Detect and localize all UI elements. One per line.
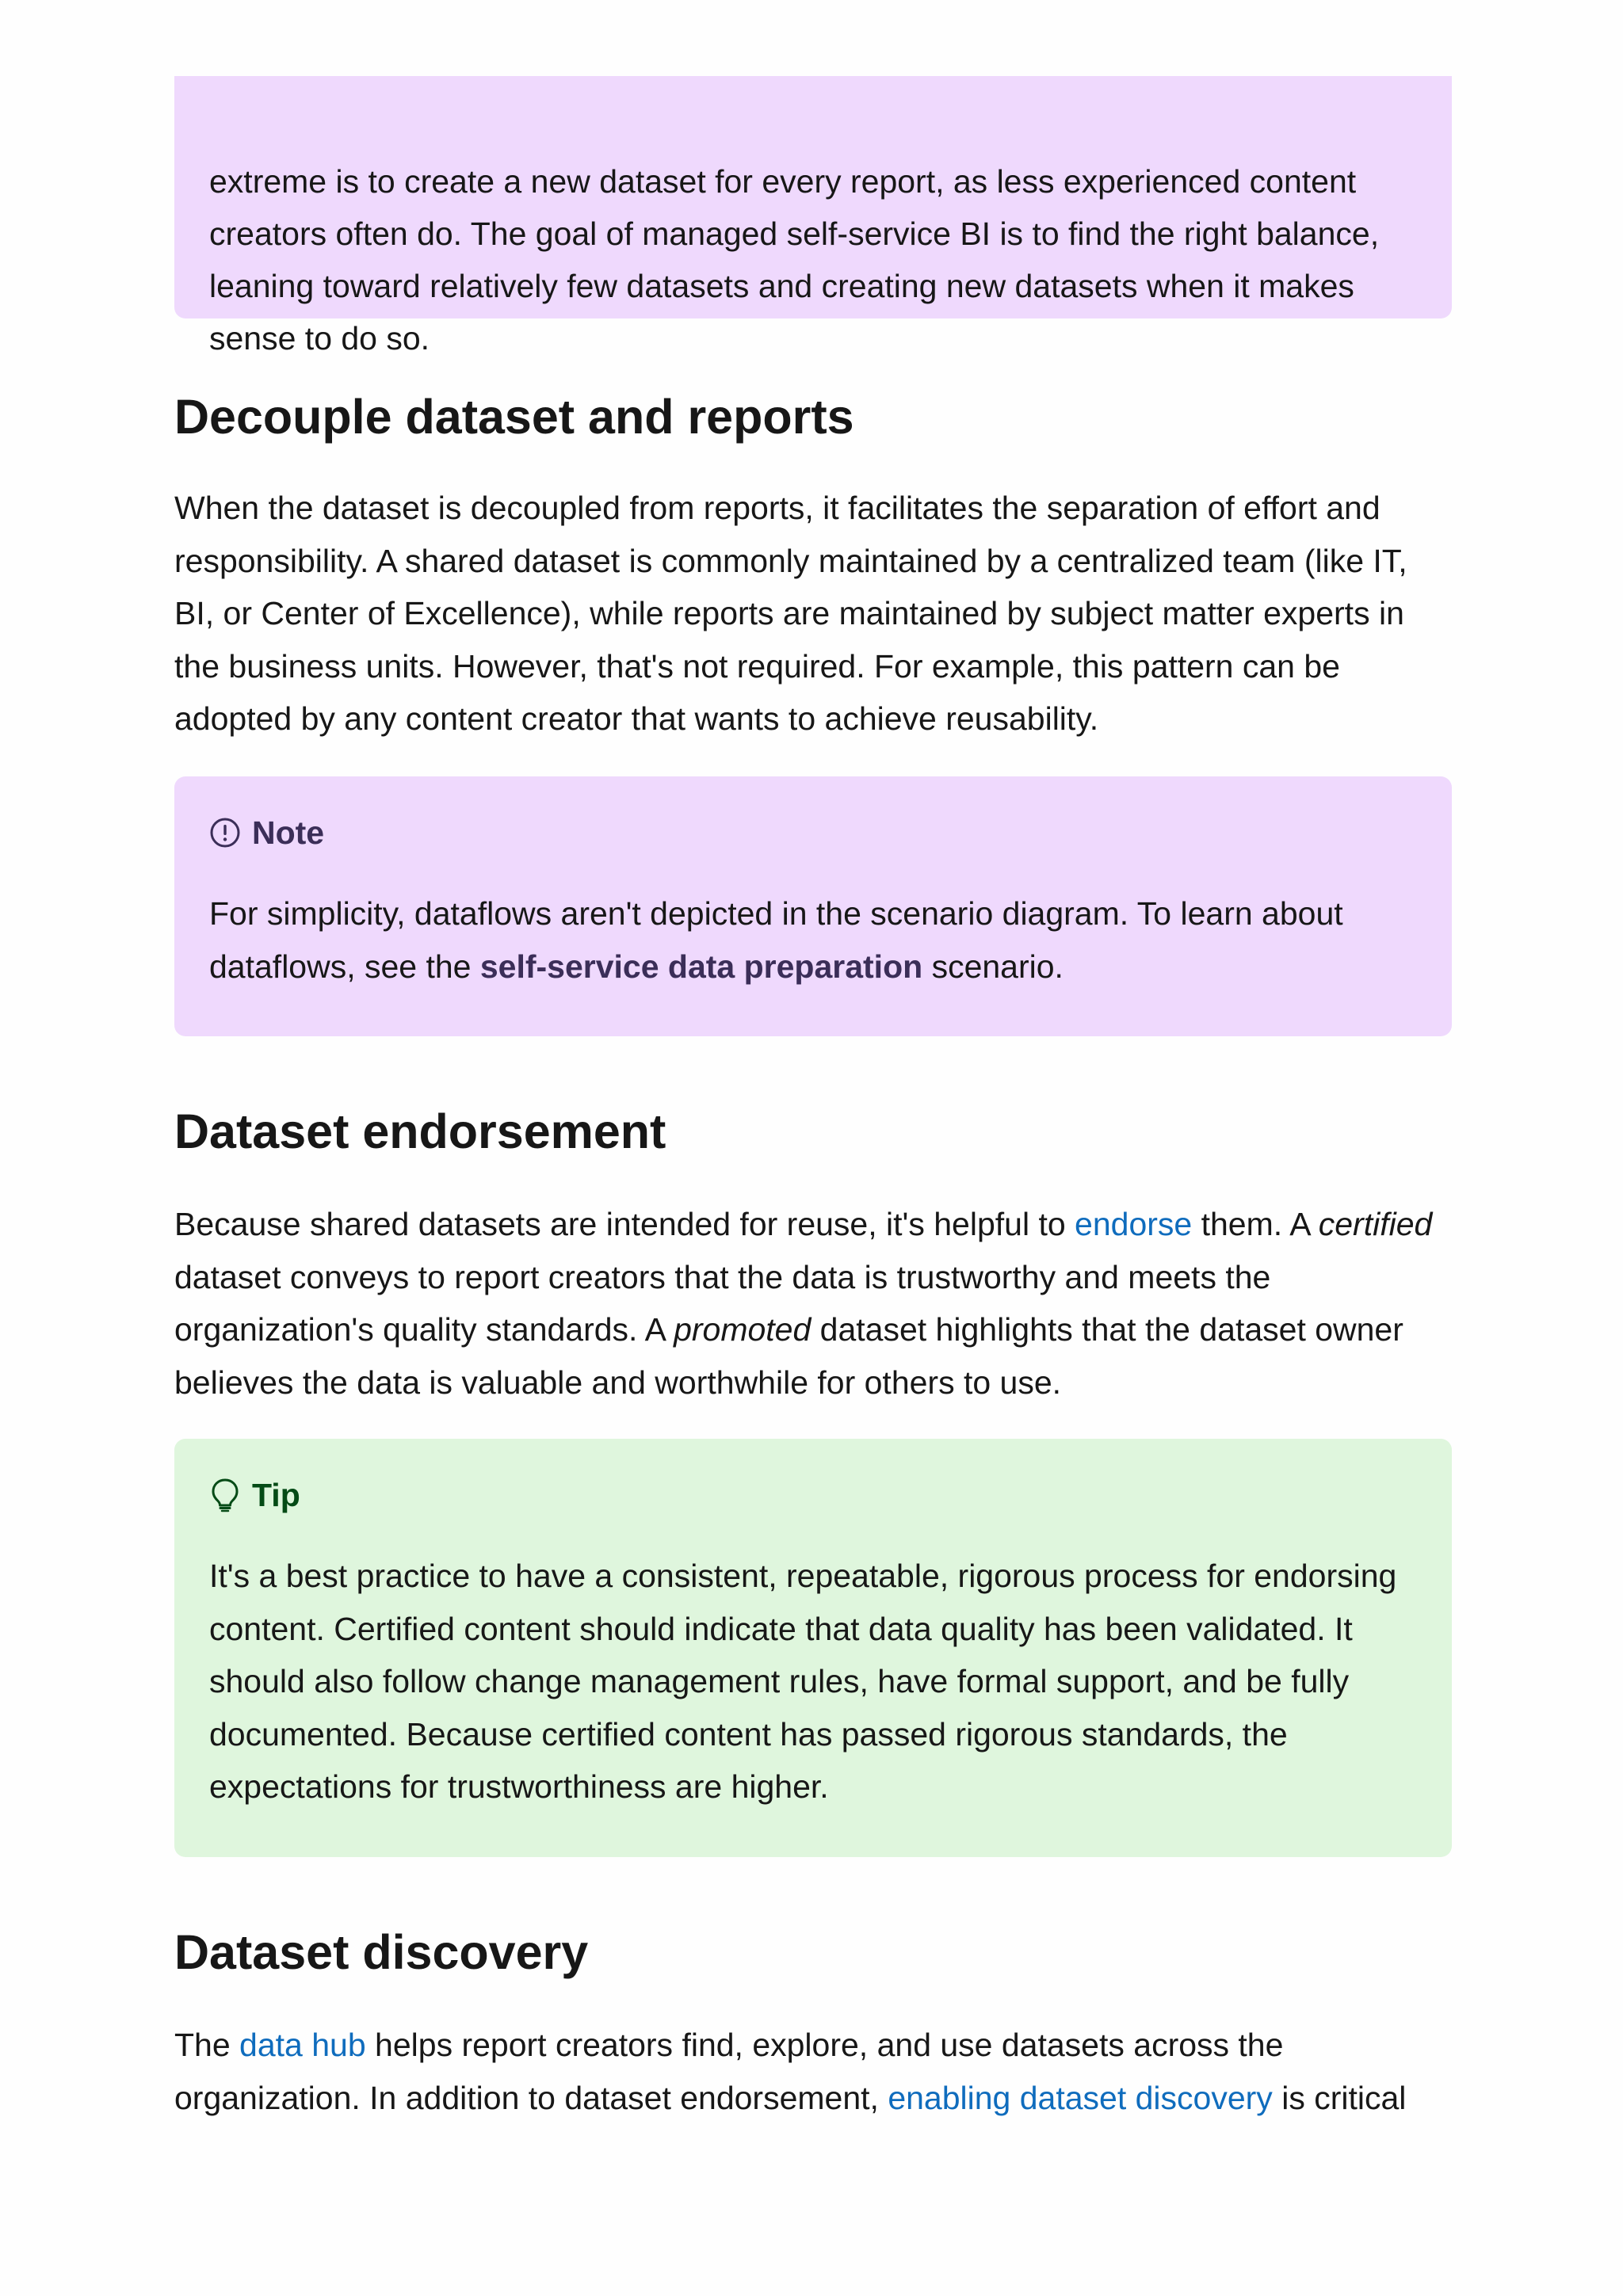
tip-callout-text: It's a best practice to have a consistent, repeatable, rigorous process for endorsing content. Certified content should indicate that data quality has been validated. It should also follow change management rules, have formal support, and be fully documented. Because certified content has passed rigorous standards, the expectations for trustworthiness are higher. bbox=[209, 1558, 1397, 1805]
endorsement-text-4: dataset highlights that the dataset owner believes the data is valuable and worthwhile for others to use. bbox=[174, 1311, 1403, 1401]
note-callout-title bbox=[209, 811, 1417, 854]
top-callout bbox=[174, 76, 1452, 357]
section-heading-discovery: Dataset discovery bbox=[174, 1925, 589, 1979]
top-callout-line-2: creators often do. The goal of managed self-service BI is to find the right balance, bbox=[209, 215, 1380, 252]
data-hub-link[interactable]: data hub bbox=[239, 2027, 366, 2063]
note-text-before: For simplicity, dataflows aren't depicted in the scenario diagram. To learn about dataflows, see the bbox=[209, 895, 1343, 985]
discovery-paragraph bbox=[174, 2019, 1452, 2124]
endorsement-text-3: dataset conveys to report creators that the data is trustworthy and meets the organization's quality standards. A bbox=[174, 1258, 1271, 1348]
endorse-link[interactable]: endorse bbox=[1075, 1206, 1193, 1242]
section-heading-endorsement: Dataset endorsement bbox=[174, 1104, 666, 1158]
certified-emphasis: certified bbox=[1318, 1206, 1433, 1242]
endorsement-paragraph bbox=[174, 1198, 1452, 1409]
note-callout bbox=[174, 776, 1452, 1036]
top-callout-line-3: leaning toward relatively few datasets and creating new datasets when it makes bbox=[209, 268, 1354, 304]
tip-callout bbox=[174, 1439, 1452, 1857]
endorsement-text-1: Because shared datasets are intended for reuse, it's helpful to bbox=[174, 1206, 1075, 1242]
discovery-text-2: helps report creators find, explore, and use datasets across the organization. In addition to dataset endorsement, bbox=[174, 2027, 1284, 2116]
self-service-data-prep-link[interactable]: self-service data preparation bbox=[479, 948, 923, 985]
enabling-dataset-discovery-link[interactable]: enabling dataset discovery bbox=[888, 2079, 1273, 2116]
info-circle-icon bbox=[209, 817, 241, 849]
endorsement-text-2: them. A bbox=[1192, 1206, 1319, 1242]
note-title-text: Note bbox=[252, 814, 325, 851]
top-callout-line-1: extreme is to create a new dataset for every report, as less experienced content bbox=[209, 163, 1357, 200]
discovery-text-1: The bbox=[174, 2027, 240, 2063]
tip-callout-title bbox=[209, 1474, 1417, 1516]
note-text-after: scenario. bbox=[922, 948, 1064, 985]
lightbulb-icon bbox=[209, 1478, 241, 1512]
decouple-paragraph: When the dataset is decoupled from reports, it facilitates the separation of effort and responsibility. A shared dataset is commonly maintained by a centralized team (like IT, BI, or Center of Excellence), while reports are maintained by subject matter experts in the business units. However, that's not required. For example, this pattern can be adopted by any content creator that wants to achieve reusability. bbox=[174, 490, 1407, 737]
note-callout-text bbox=[209, 887, 1417, 993]
top-callout-line-4: sense to do so. bbox=[209, 320, 430, 357]
discovery-text-3: is critical bbox=[1272, 2079, 1407, 2116]
tip-title-text: Tip bbox=[252, 1477, 300, 1513]
promoted-emphasis: promoted bbox=[674, 1311, 812, 1348]
section-heading-decouple: Decouple dataset and reports bbox=[174, 390, 854, 444]
